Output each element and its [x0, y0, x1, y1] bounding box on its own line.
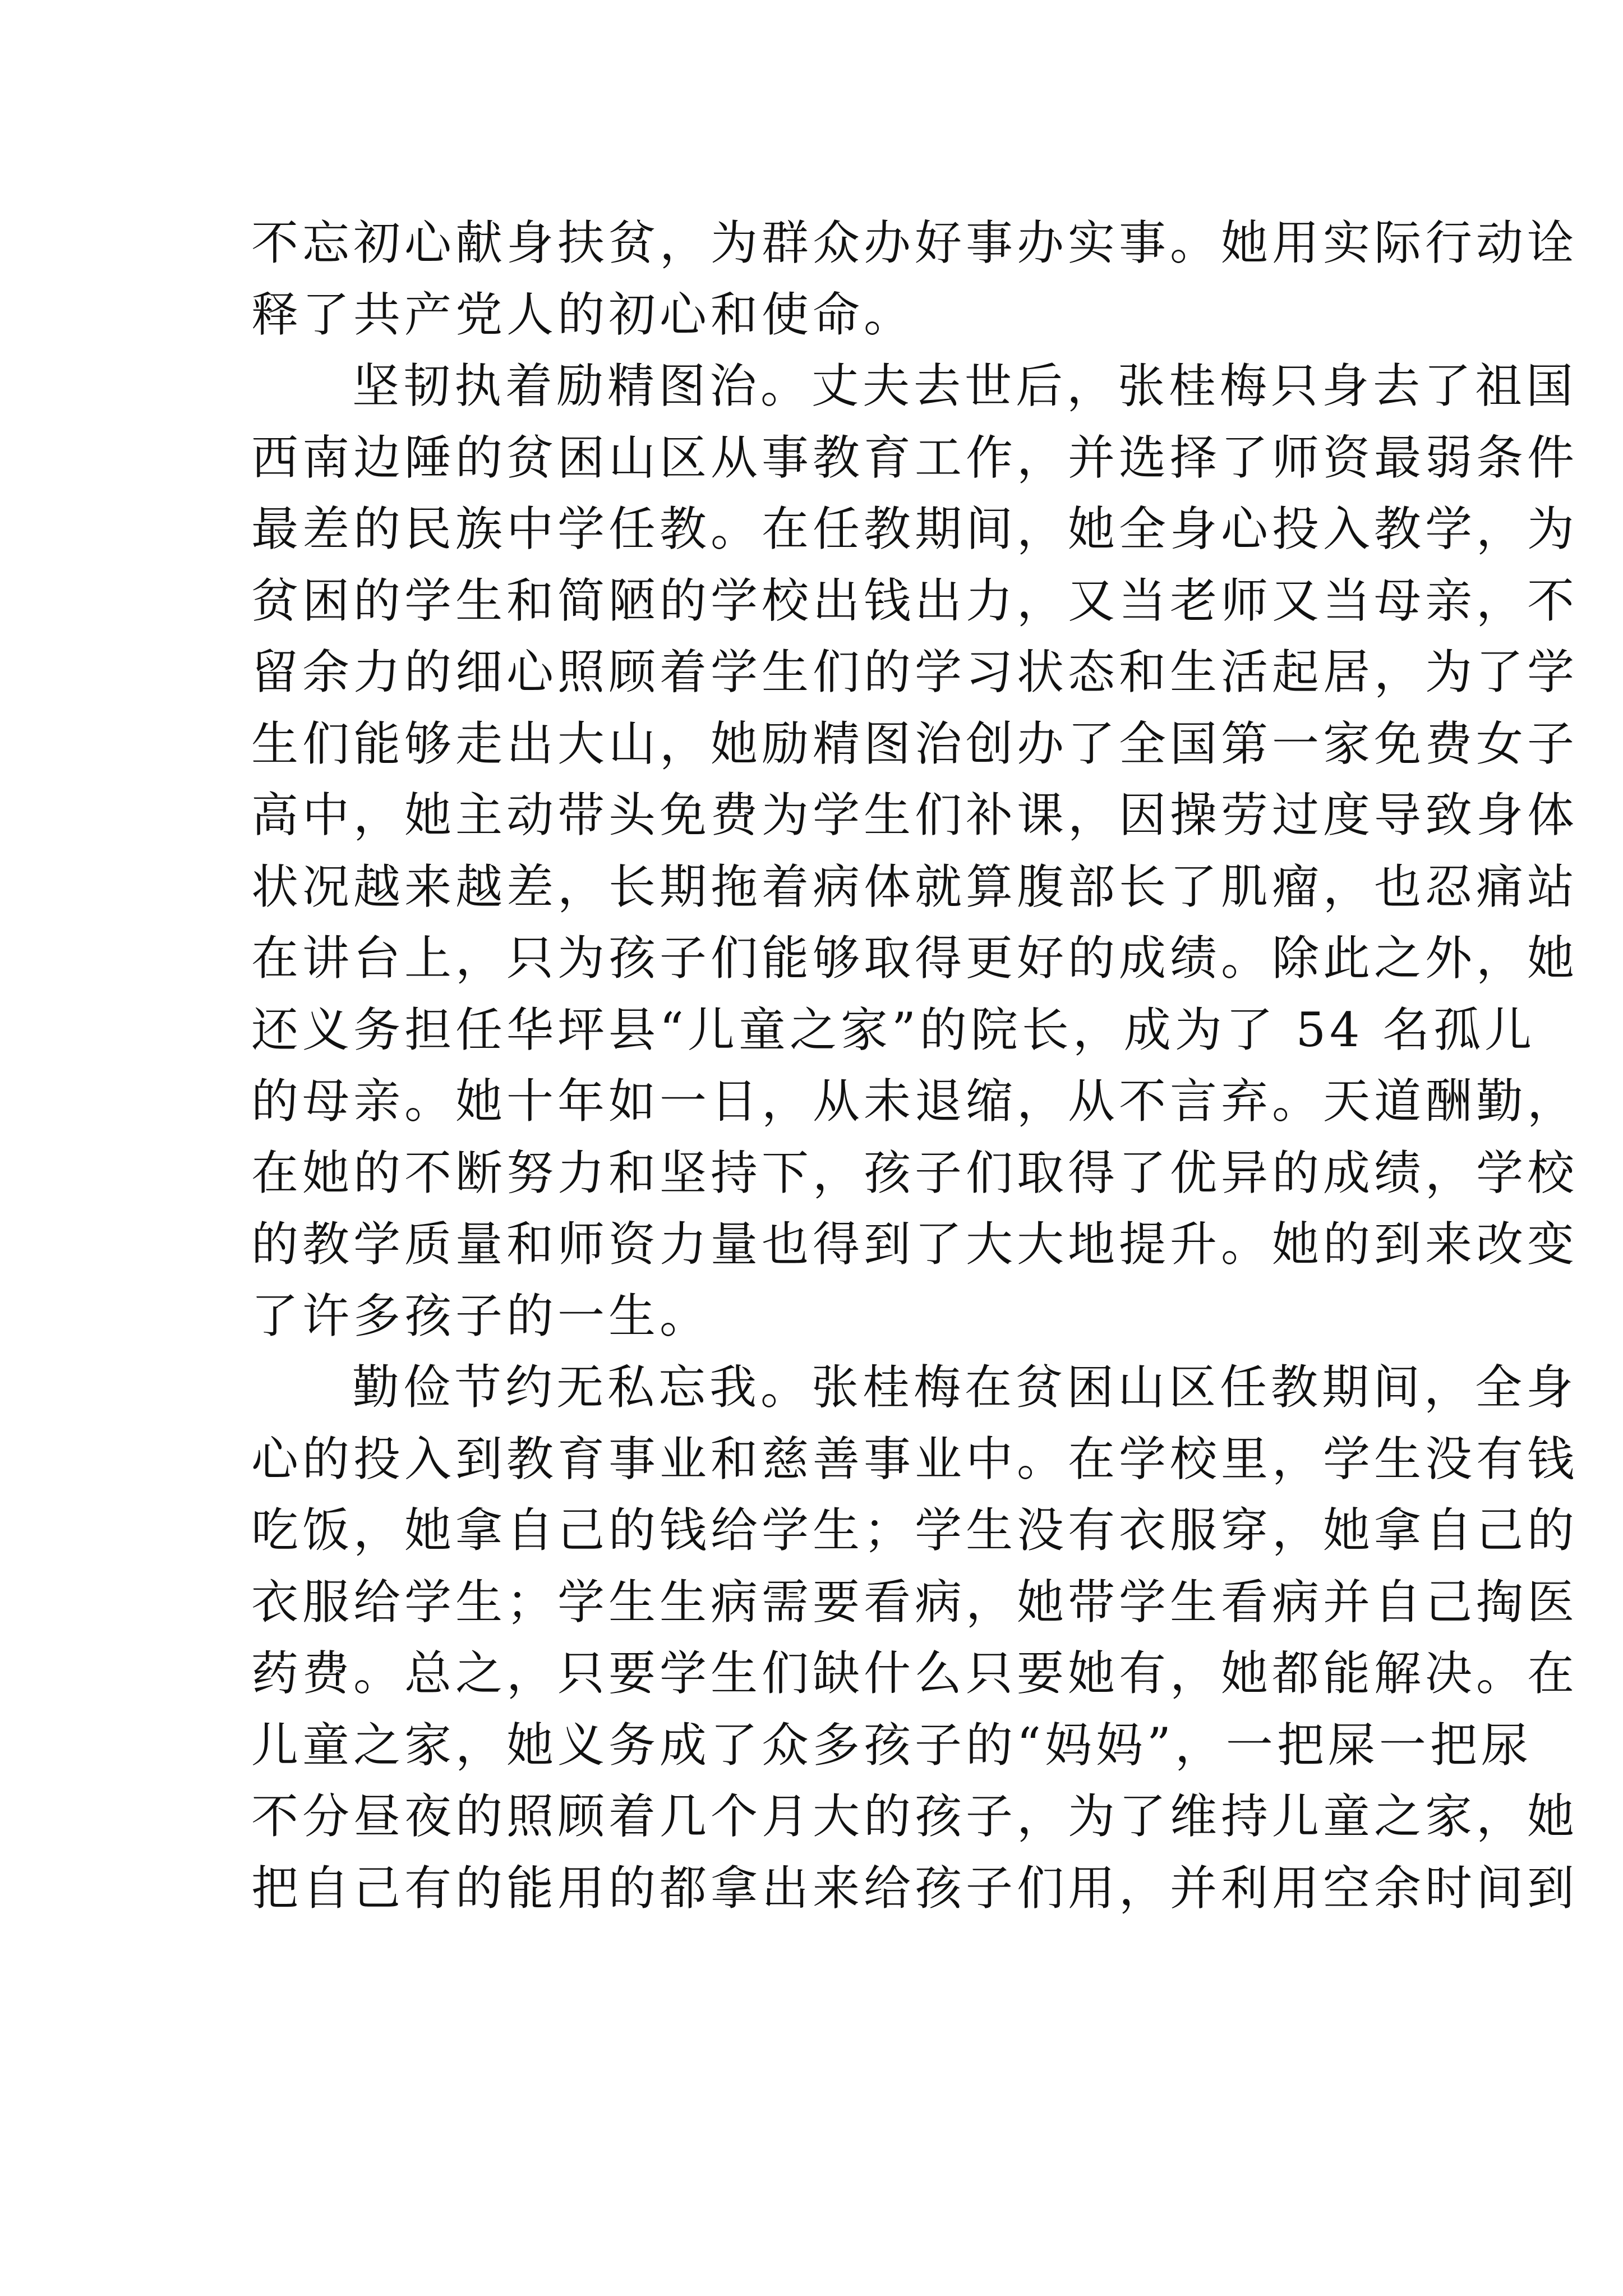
paragraph-2	[251, 351, 1579, 1352]
text-line: 心的投入到教育事业和慈善事业中。在学校里，学生没有钱	[251, 1431, 1579, 1487]
paragraph-3	[251, 1352, 1579, 1924]
text-line: 坚韧执着励精图治。丈夫去世后，张桂梅只身去了祖国	[352, 358, 1578, 413]
text-line: 衣服给学生；学生生病需要看病，她带学生看病并自己掏医	[251, 1574, 1579, 1630]
text-line: 把自己有的能用的都拿出来给孩子们用，并利用空余时间到	[251, 1860, 1579, 1916]
text-line: 在她的不断努力和坚持下，孩子们取得了优异的成绩，学校	[251, 1145, 1579, 1200]
text-line: 的教学质量和师资力量也得到了大大地提升。她的到来改变	[251, 1217, 1579, 1272]
text-line: 的母亲。她十年如一日，从未退缩，从不言弃。天道酬勤，	[251, 1074, 1579, 1129]
text-line: 贫困的学生和简陋的学校出钱出力，又当老师又当母亲，不	[251, 573, 1579, 628]
text-line: 不分昼夜的照顾着几个月大的孩子，为了维持儿童之家，她	[251, 1789, 1579, 1844]
text-line: 最差的民族中学任教。在任教期间，她全身心投入教学，为	[251, 501, 1579, 556]
text-line: 高中，她主动带头免费为学生们补课，因操劳过度导致身体	[251, 788, 1579, 843]
text-line: 西南边陲的贫困山区从事教育工作，并选择了师资最弱条件	[251, 430, 1579, 485]
body-text	[251, 208, 1579, 1924]
text-line: 生们能够走出大山，她励精图治创办了全国第一家免费女子	[251, 716, 1579, 771]
text-line: 吃饭，她拿自己的钱给学生；学生没有衣服穿，她拿自己的	[251, 1503, 1579, 1558]
text-line: 不忘初心献身扶贫，为群众办好事办实事。她用实际行动诠	[251, 215, 1579, 270]
text-line: 儿童之家，她义务成了众多孩子的“妈妈”，一把屎一把尿	[251, 1717, 1532, 1773]
text-line: 还义务担任华坪县“儿童之家”的院长，成为了 54 名孤儿	[251, 1002, 1536, 1057]
text-line: 药费。总之，只要学生们缺什么只要她有，她都能解决。在	[251, 1646, 1579, 1701]
text-line: 勤俭节约无私忘我。张桂梅在贫困山区任教期间，全身	[352, 1360, 1578, 1415]
text-line: 在讲台上，只为孩子们能够取得更好的成绩。除此之外，她	[251, 931, 1579, 986]
text-line: 了许多孩子的一生。	[251, 1288, 711, 1343]
text-line: 状况越来越差，长期拖着病体就算腹部长了肌瘤，也忍痛站	[251, 859, 1579, 914]
text-line: 释了共产党人的初心和使命。	[251, 287, 915, 342]
paragraph-1	[251, 208, 1579, 351]
text-line: 留余力的细心照顾着学生们的学习状态和生活起居，为了学	[251, 645, 1579, 700]
